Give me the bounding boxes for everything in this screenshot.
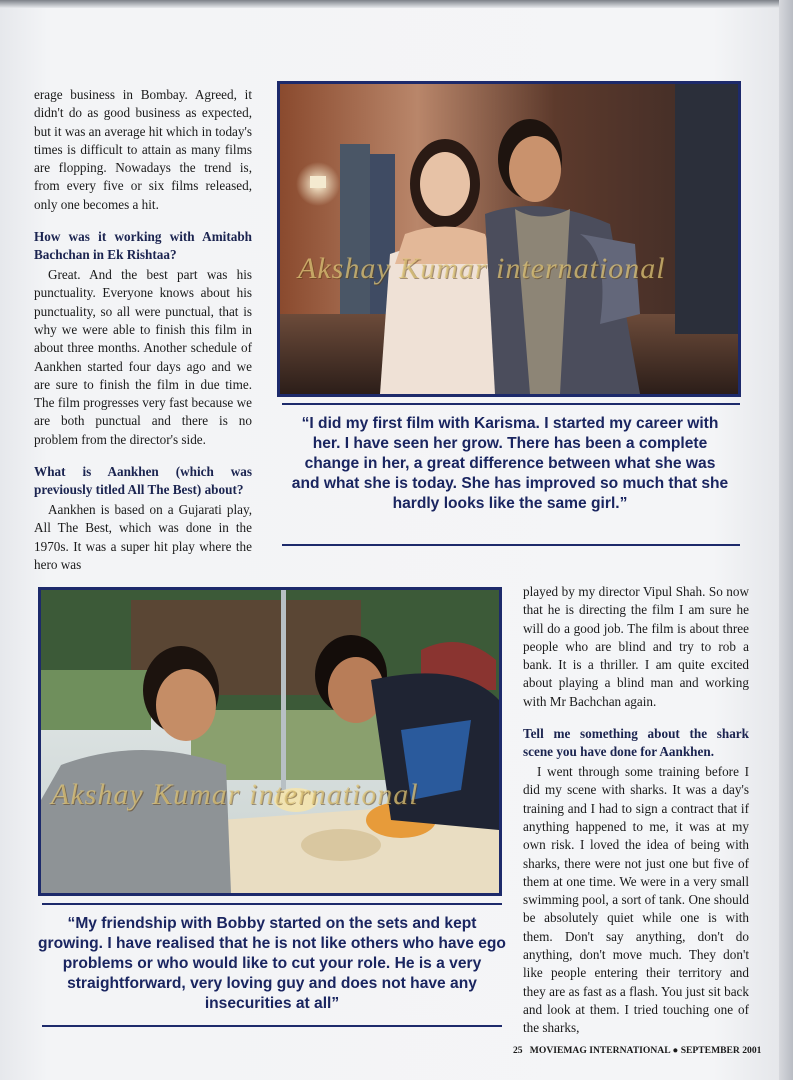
question-heading-2: What is Aankhen (which was previously titled All The Best) about? [34, 464, 252, 498]
continued-paragraph: played by my director Vipul Shah. So now that he is directing the film I am sure he will do a good job. The film is about three people who are blind and try to rob a bank. It is a thriller. I am quite excited about playing a blind man and working with Mr Bachchan again. [523, 584, 749, 709]
photo-karisma-akshay [277, 81, 741, 397]
issue-date: SEPTEMBER 2001 [680, 1045, 762, 1056]
quote-bottom-rule-2 [42, 1025, 502, 1027]
page-number: 25 [513, 1045, 523, 1056]
article-column-left [34, 86, 252, 574]
question-heading-1: How was it working with Amitabh Bachchan in Ek Rishtaa? [34, 229, 252, 263]
footer-separator: ● [672, 1045, 679, 1056]
pull-quote-bobby: “My friendship with Bobby started on the sets and kept growing. I have realised that he is not like others who have ego problems or who would like to cut your role. He is a very straightforward, very loving guy and does not have any insecurities at all” [38, 915, 506, 1012]
answer-paragraph-2: Aankhen is based on a Gujarati play, All The Best, which was done in the 1970s. It was a super hit play where the hero was [34, 502, 252, 572]
watermark-top: Akshay Kumar international [298, 252, 666, 285]
page-footer [513, 1045, 761, 1056]
question-heading-3: Tell me something about the shark scene you have done for Aankhen. [523, 726, 749, 760]
quote-bottom-rule-1 [282, 544, 740, 546]
magazine-name: MOVIEMAG INTERNATIONAL [529, 1045, 671, 1056]
photo-bobby-akshay [38, 587, 502, 896]
watermark-bottom: Akshay Kumar international [51, 778, 419, 811]
quote-top-rule-1 [282, 403, 740, 405]
answer-paragraph-3: I went through some training before I did my scene with sharks. It was a day's training and I had to sign a contract that if anything happened to me, it was at my own risk. I loved the idea of being with sharks, there were not just one but five of them at one time. We were in a very small swimming pool, a sort of tank. One should be absolutely quiet while one is with them. Don't say anything, don't do anything, don't move much. They don't like people entering their territory and they are as fast as a flash. You just sit back and look at them. I tried touching one of the sharks, [523, 764, 749, 1036]
photo-karisma-akshay-image [280, 84, 738, 394]
page-top-shadow [0, 0, 793, 8]
article-column-right [523, 583, 749, 1038]
quote-top-rule-2 [42, 903, 502, 905]
page-right-edge [779, 0, 793, 1080]
pull-quote-karisma: “I did my first film with Karisma. I started my career with her. I have seen her grow. There has been a complete change in her, a great difference between what she was and what she is today. She has improved so much that she hardly looks like the same girl.” [291, 415, 729, 512]
answer-paragraph-1: Great. And the best part was his punctuality. Everyone knows about his punctuality, so all were punctual, that is why we were able to finish this film in about three months. Another schedule of Aankhen started four days ago and we are sure to finish the film in due time. The film progresses very fast because we are both punctual and there is no problem from the director's side. [34, 267, 252, 447]
photo-bobby-akshay-image [41, 590, 499, 893]
intro-paragraph: erage business in Bombay. Agreed, it didn't do as good business as expected, but it was an average hit which in today's times is difficult to attain as many films are flopping. Nowadays the trend is, from every five or six films released, only one becomes a hit. [34, 87, 252, 212]
